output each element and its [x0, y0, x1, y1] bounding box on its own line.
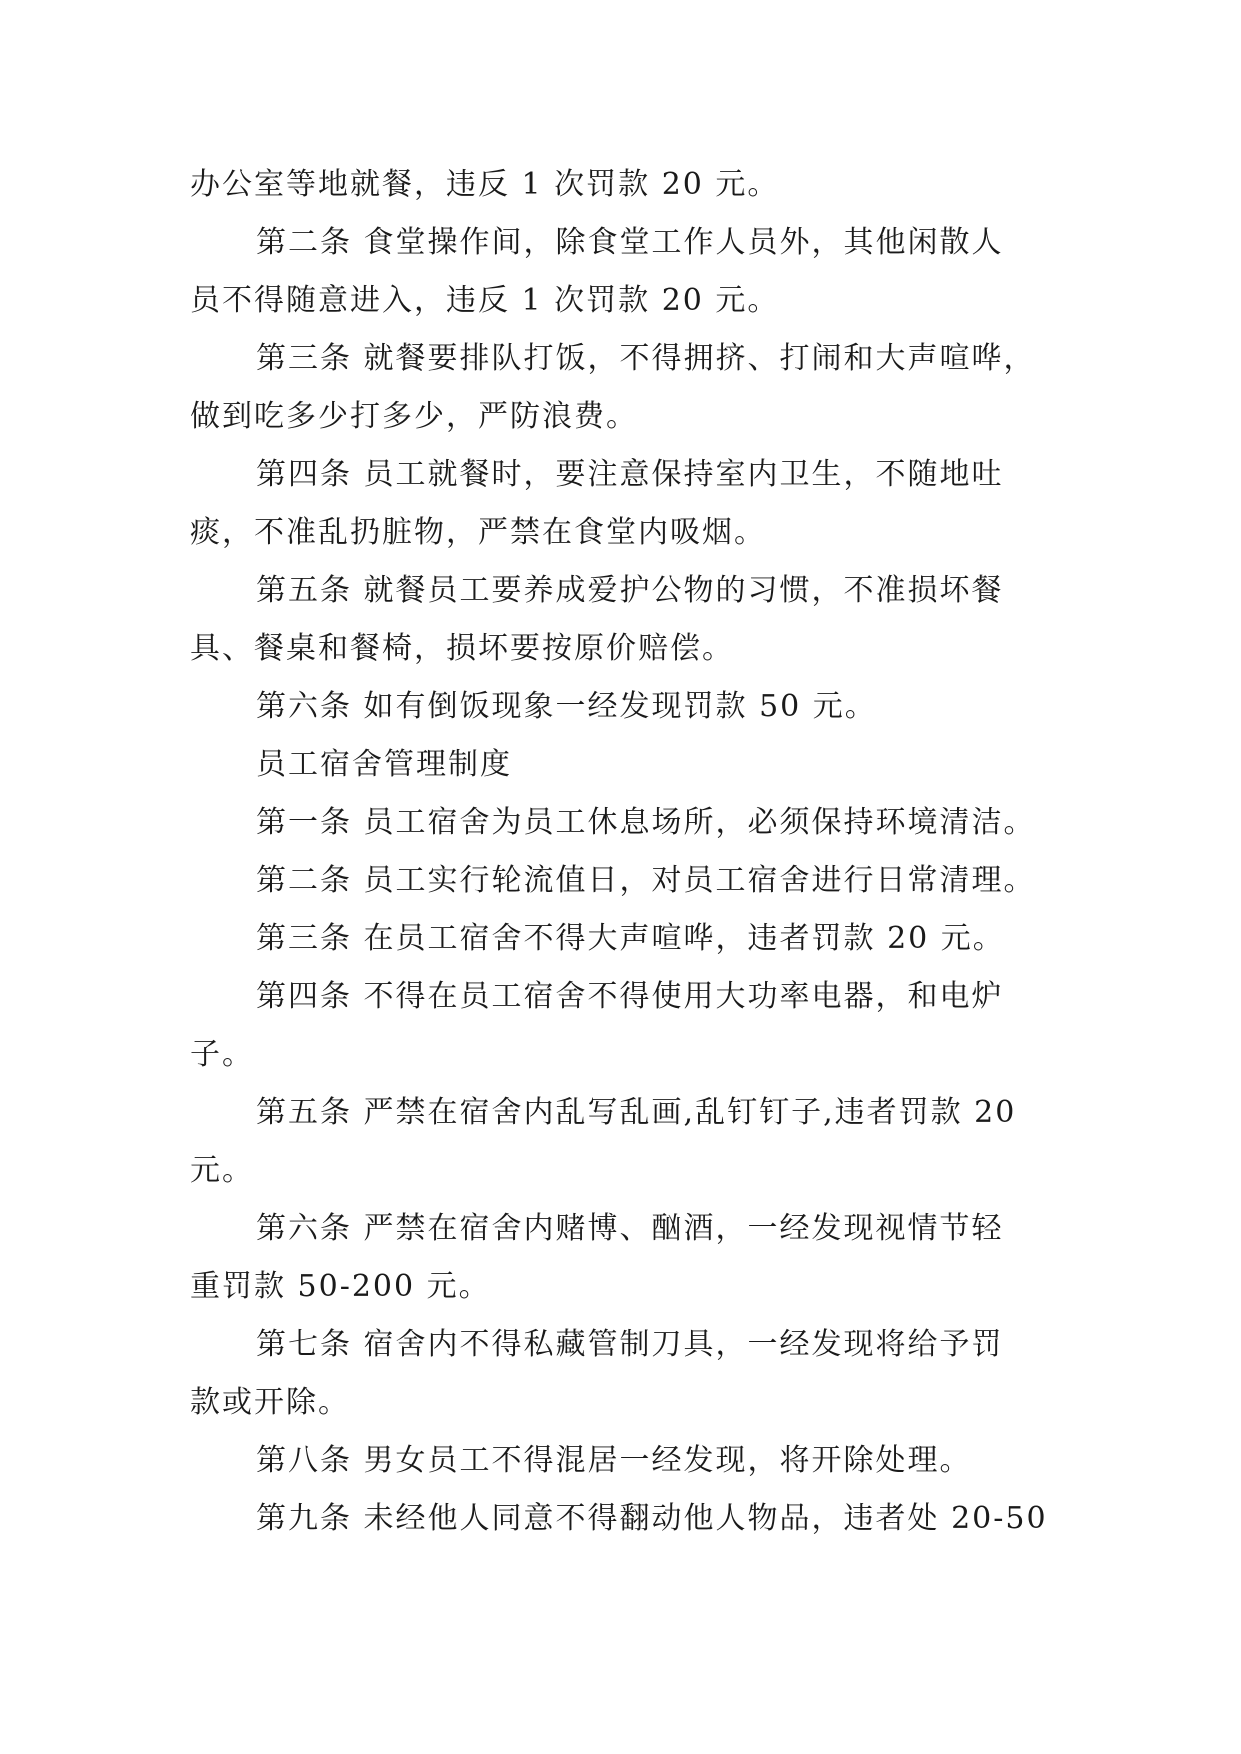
document-body	[190, 156, 1070, 1548]
text-line: 第八条 男女员工不得混居一经发现，将开除处理。	[256, 1443, 972, 1478]
text-line: 第四条 不得在员工宿舍不得使用大功率电器，和电炉	[256, 979, 1004, 1014]
paragraph	[190, 968, 1070, 1084]
paragraph	[190, 1084, 1070, 1200]
text-line: 第六条 如有倒饭现象一经发现罚款 50 元。	[256, 689, 877, 724]
section-heading	[190, 736, 1070, 794]
paragraph	[190, 1200, 1070, 1316]
paragraph	[190, 1316, 1070, 1432]
text-line: 款或开除。	[190, 1385, 350, 1420]
paragraph	[190, 156, 1070, 214]
paragraph	[190, 330, 1070, 446]
paragraph	[190, 910, 1070, 968]
text-line: 第二条 食堂操作间，除食堂工作人员外，其他闲散人	[256, 225, 1004, 260]
text-line: 第五条 严禁在宿舍内乱写乱画,乱钉钉子,违者罚款 20	[256, 1095, 1017, 1130]
paragraph	[190, 678, 1070, 736]
text-line: 第七条 宿舍内不得私藏管制刀具，一经发现将给予罚	[256, 1327, 1004, 1362]
paragraph	[190, 214, 1070, 330]
text-line: 痰，不准乱扔脏物，严禁在食堂内吸烟。	[190, 515, 766, 550]
text-line: 第一条 员工宿舍为员工休息场所，必须保持环境清洁。	[256, 805, 1036, 840]
text-line: 子。	[190, 1037, 254, 1072]
text-line: 办公室等地就餐，违反 1 次罚款 20 元。	[190, 167, 780, 202]
text-line: 元。	[190, 1153, 254, 1188]
text-line: 第五条 就餐员工要养成爱护公物的习惯，不准损坏餐	[256, 573, 1004, 608]
paragraph	[190, 562, 1070, 678]
text-line: 员不得随意进入，违反 1 次罚款 20 元。	[190, 283, 780, 318]
text-line: 第四条 员工就餐时，要注意保持室内卫生，不随地吐	[256, 457, 1004, 492]
paragraph	[190, 1490, 1070, 1548]
text-line: 第三条 在员工宿舍不得大声喧哗，违者罚款 20 元。	[256, 921, 1005, 956]
text-line: 具、餐桌和餐椅，损坏要按原价赔偿。	[190, 631, 734, 666]
text-line: 第二条 员工实行轮流值日，对员工宿舍进行日常清理。	[256, 863, 1036, 898]
text-line: 第六条 严禁在宿舍内赌博、酗酒，一经发现视情节轻	[256, 1211, 1004, 1246]
text-line: 员工宿舍管理制度	[256, 747, 512, 782]
text-line: 做到吃多少打多少，严防浪费。	[190, 399, 638, 434]
text-line: 第三条 就餐要排队打饭，不得拥挤、打闹和大声喧哗，	[256, 341, 1036, 376]
text-line: 重罚款 50-200 元。	[190, 1269, 491, 1304]
paragraph	[190, 446, 1070, 562]
paragraph	[190, 852, 1070, 910]
paragraph	[190, 794, 1070, 852]
paragraph	[190, 1432, 1070, 1490]
text-line: 第九条 未经他人同意不得翻动他人物品，违者处 20-50	[256, 1501, 1048, 1536]
